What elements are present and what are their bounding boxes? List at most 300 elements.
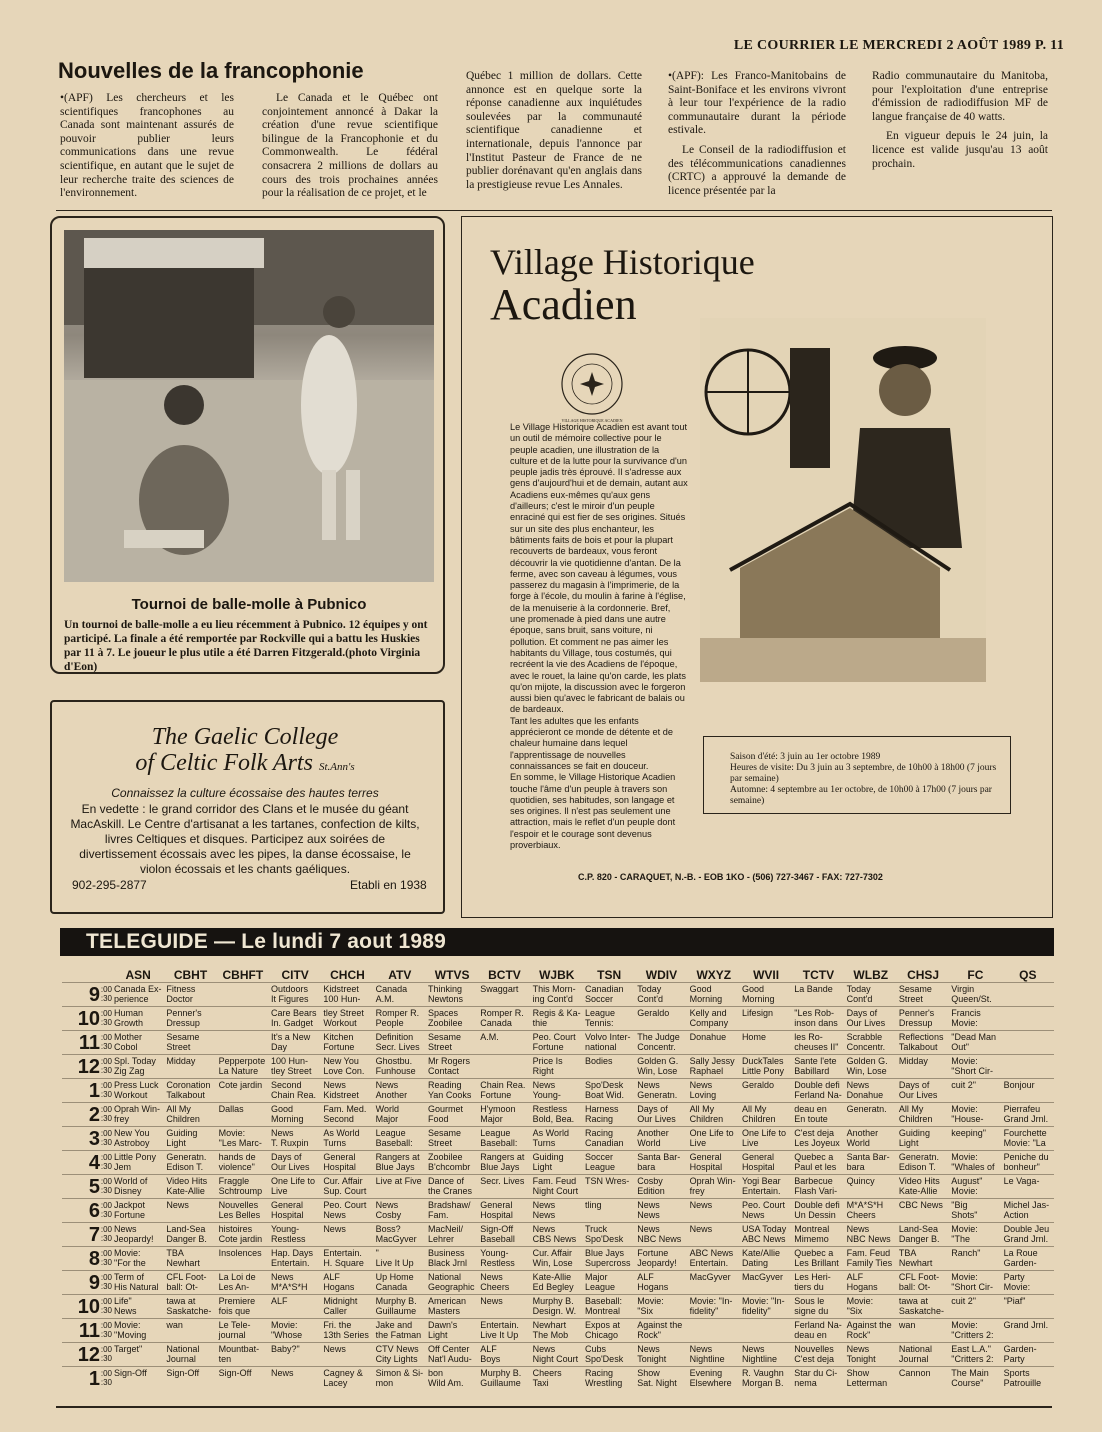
program-cell: Pierrafeu Grand Jrnl. xyxy=(1002,1103,1054,1127)
program-cell: Days of Our Lives xyxy=(635,1103,687,1127)
program-cell: One Life to Live xyxy=(688,1127,740,1151)
program-cell: Double defi Un Dessin xyxy=(792,1199,844,1223)
program-cell: News NBC News xyxy=(635,1223,687,1247)
time-cell xyxy=(62,983,112,1007)
softball-photo xyxy=(64,230,434,582)
program-cell: Golden G. Win, Lose xyxy=(845,1055,897,1079)
program-cell: Show Sat. Night xyxy=(635,1367,687,1391)
program-cell: Cubs Spo'Desk xyxy=(583,1343,635,1367)
softball-headline: Tournoi de balle-molle à Pubnico xyxy=(131,596,367,613)
hour-label: 2 xyxy=(88,1104,100,1126)
program-cell: Sesame Street xyxy=(897,983,949,1007)
village-seal-icon xyxy=(560,352,624,416)
program-cell: Show Letterman xyxy=(845,1367,897,1391)
program-cell: Lifesign xyxy=(740,1007,792,1031)
program-cell: News xyxy=(321,1223,373,1247)
program-cell: Young- Restless xyxy=(478,1247,530,1271)
village-seal-text: VILLAGE HISTORIQUE ACADIEN xyxy=(561,418,623,423)
program-cell: Golden G. Win, Lose xyxy=(635,1055,687,1079)
program-cell: World of Disney xyxy=(112,1175,164,1199)
section-divider xyxy=(56,210,1052,211)
time-cell xyxy=(62,1007,112,1031)
gaelic-college-title xyxy=(60,724,430,780)
program-cell: Pepperpote La Nature xyxy=(217,1055,269,1079)
program-cell: News T. Ruxpin xyxy=(269,1127,321,1151)
village-title-line-2: Acadien xyxy=(490,280,637,329)
program-cell: News xyxy=(269,1367,321,1391)
program-cell: General Hospital xyxy=(740,1151,792,1175)
program-cell: Cosby Edition xyxy=(635,1175,687,1199)
program-cell: Another World xyxy=(635,1127,687,1151)
program-cell: Canadian Soccer xyxy=(583,983,635,1007)
hour-label: 11 xyxy=(78,1320,100,1342)
program-cell: Movie: "In- fidelity" xyxy=(740,1295,792,1319)
program-cell: Video Hits Kate-Allie xyxy=(164,1175,216,1199)
program-cell: R. Vaughn Morgan B. xyxy=(740,1367,792,1391)
program-cell: Ranch" xyxy=(949,1247,1001,1271)
program-cell: News Tonight xyxy=(635,1343,687,1367)
program-cell: Movie: "Whales of xyxy=(949,1151,1001,1175)
hour-label: 12 xyxy=(77,1056,100,1078)
program-cell xyxy=(217,983,269,1007)
minute-marks: :00 :30 xyxy=(100,1225,112,1243)
program-cell: News xyxy=(321,1343,373,1367)
hour-label: 1 xyxy=(88,1080,100,1102)
program-cell: Sesame Street xyxy=(164,1031,216,1055)
program-cell: Virgin Queen/St. xyxy=(949,983,1001,1007)
channel-header: CBHFT xyxy=(222,968,264,982)
program-cell: Reading Yan Cooks xyxy=(426,1079,478,1103)
program-cell: Boss? MacGyver xyxy=(374,1223,426,1247)
program-cell: tawa at Saskatche- xyxy=(164,1295,216,1319)
program-cell: Kelly and Company xyxy=(688,1007,740,1031)
tv-header-row xyxy=(62,970,1054,983)
tv-hour-row xyxy=(62,1103,1054,1127)
time-cell xyxy=(62,1295,112,1319)
program-cell xyxy=(1002,1055,1054,1079)
program-cell: Zoobilee B'chcombr xyxy=(426,1151,478,1175)
program-cell: Sign-Off xyxy=(164,1367,216,1391)
program-cell: Midnight Caller xyxy=(321,1295,373,1319)
hour-label: 11 xyxy=(78,1032,100,1054)
program-cell: Dance of the Cranes xyxy=(426,1175,478,1199)
program-cell: Racing Wrestling xyxy=(583,1367,635,1391)
program-cell: Soccer League xyxy=(583,1151,635,1175)
gaelic-place: St.Ann's xyxy=(318,761,355,773)
program-cell: News Kidstreet xyxy=(321,1079,373,1103)
program-cell: Ferland Na- deau en xyxy=(792,1319,844,1343)
softball-photo-illustration xyxy=(64,230,434,582)
program-cell: News Young- xyxy=(531,1079,583,1103)
program-cell: Sign-Off xyxy=(112,1367,164,1391)
program-cell: DuckTales Little Pony xyxy=(740,1055,792,1079)
program-cell: Kidstreet 100 Hun- xyxy=(321,983,373,1007)
village-address: C.P. 820 - CARAQUET, N.-B. - EOB 1KO - (506) 727-3467 - FAX: 727-7302 xyxy=(578,872,883,882)
program-cell: Sally Jessy Raphael xyxy=(688,1055,740,1079)
hour-label: 10 xyxy=(77,1008,100,1030)
hour-label: 3 xyxy=(88,1128,100,1150)
program-cell: Geraldo xyxy=(635,1007,687,1031)
program-cell: Movie: "Critters 2: xyxy=(949,1319,1001,1343)
program-cell: It's a New Day xyxy=(269,1031,321,1055)
program-cell: tley Street Workout xyxy=(321,1007,373,1031)
program-cell: Reflections Talkabout xyxy=(897,1031,949,1055)
time-cell xyxy=(62,1103,112,1127)
minute-marks: :00 :30 xyxy=(100,1249,112,1267)
program-cell: Grand Jrnl. xyxy=(1002,1319,1054,1343)
hour-label: 6 xyxy=(88,1200,100,1222)
village-seal xyxy=(560,352,624,423)
program-cell: Nouvelles C'est deja xyxy=(792,1343,844,1367)
program-cell: Murphy B. Guillaume xyxy=(374,1295,426,1319)
minute-marks: :00 :30 xyxy=(100,1177,112,1195)
channel-header: WJBK xyxy=(539,968,575,982)
program-cell: Dawn's Light xyxy=(426,1319,478,1343)
program-cell: Dallas xyxy=(217,1103,269,1127)
program-cell: TBA Newhart xyxy=(897,1247,949,1271)
tv-hour-row xyxy=(62,1127,1054,1151)
channel-header: CHSJ xyxy=(907,968,940,982)
softball-caption: Un tournoi de balle-molle a eu lieu récemment à Pubnico. 12 équipes y ont participé. La finale a été remportée par Rockville qui a battu les Huskies par 11 à 7. Le joueur le plus utile a été Darren Fitzgerald.(photo Virginia d'Eon) xyxy=(64,619,428,673)
program-cell: CFL Foot- ball: Ot- xyxy=(164,1271,216,1295)
program-cell: M*A*S*H Cheers xyxy=(845,1199,897,1223)
program-cell: News xyxy=(688,1199,740,1223)
minute-marks: :00 :30 xyxy=(100,1201,112,1219)
program-cell: Donahue xyxy=(688,1031,740,1055)
program-cell: News NBC News xyxy=(845,1223,897,1247)
program-cell: Good Morning xyxy=(269,1103,321,1127)
program-cell: La Roue Garden- xyxy=(1002,1247,1054,1271)
program-cell: Another World xyxy=(845,1127,897,1151)
program-cell: Movie: "Les Marc- xyxy=(217,1127,269,1151)
program-cell: La Bande xyxy=(792,983,844,1007)
program-cell: Garden- Party xyxy=(1002,1343,1054,1367)
program-cell: ABC News Entertain. xyxy=(688,1247,740,1271)
village-title-line-1: Village Historique xyxy=(490,242,755,282)
program-cell: "Dead Man Out" xyxy=(949,1031,1001,1055)
program-cell: wan xyxy=(897,1319,949,1343)
program-cell: Murphy B. Guillaume xyxy=(478,1367,530,1391)
gaelic-body: En vedette : le grand corridor des Clans et le musée du géant MacAskill. Le Centre d'artisanat a les tartanes, confection de kilts, livres Celtiques et disques. Participez aux soirées de divertissement écossais avec les pipes, la danse écossaise, le violon écossais et les chants gaéliques. xyxy=(70,802,420,876)
program-cell: MacGyver xyxy=(740,1271,792,1295)
program-cell: Movie: "Short Cir- xyxy=(949,1271,1001,1295)
tv-hour-row xyxy=(62,1223,1054,1247)
hour-label: 4 xyxy=(88,1152,100,1174)
program-cell: Francis Movie: xyxy=(949,1007,1001,1031)
channel-header: QS xyxy=(1019,968,1037,982)
program-cell: Guiding Light xyxy=(164,1127,216,1151)
program-cell: Days of Our Lives xyxy=(845,1007,897,1031)
program-cell: National Journal xyxy=(164,1343,216,1367)
program-cell: Peo. Court News xyxy=(740,1199,792,1223)
program-cell: Thinking Newtons xyxy=(426,983,478,1007)
program-cell: Bodies xyxy=(583,1055,635,1079)
program-cell: ALF Hogans xyxy=(635,1271,687,1295)
program-cell: Business Black Jrnl xyxy=(426,1247,478,1271)
time-cell xyxy=(62,1343,112,1367)
program-cell xyxy=(1002,983,1054,1007)
program-cell: Days of Our Lives xyxy=(269,1151,321,1175)
minute-marks: :00 :30 xyxy=(100,1081,112,1099)
channel-header: WLBZ xyxy=(853,968,889,982)
tv-hour-row xyxy=(62,1175,1054,1199)
program-cell: CTV News City Lights xyxy=(374,1343,426,1367)
program-cell: Fam. Feud Night Court xyxy=(531,1175,583,1199)
program-cell: Mr Rogers Contact xyxy=(426,1055,478,1079)
program-cell: Romper R. People xyxy=(374,1007,426,1031)
program-cell: USA Today ABC News xyxy=(740,1223,792,1247)
program-cell: World Major xyxy=(374,1103,426,1127)
channel-header: WVII xyxy=(753,968,780,982)
program-cell: Spo'Desk Boat Wid. xyxy=(583,1079,635,1103)
tv-hour-row xyxy=(62,1031,1054,1055)
program-cell: Harness Racing xyxy=(583,1103,635,1127)
program-cell: cuit 2" xyxy=(949,1295,1001,1319)
minute-marks: :00 :30 xyxy=(100,1153,112,1171)
program-cell: League Baseball: xyxy=(478,1127,530,1151)
program-cell: les Ro- cheuses II" xyxy=(792,1031,844,1055)
time-cell xyxy=(62,1199,112,1223)
program-cell: Peo. Court News xyxy=(321,1199,373,1223)
program-cell: Term of His Natural xyxy=(112,1271,164,1295)
program-cell: Oprah Win- frey xyxy=(688,1175,740,1199)
tv-listings-table xyxy=(62,970,1054,1390)
program-cell: News Donahue xyxy=(845,1079,897,1103)
program-cell: All My Children xyxy=(688,1103,740,1127)
program-cell: ALF Hogans xyxy=(845,1271,897,1295)
program-cell: News xyxy=(164,1199,216,1223)
program-cell: National Journal xyxy=(897,1343,949,1367)
program-cell: News Cheers xyxy=(478,1271,530,1295)
program-cell: Human Growth xyxy=(112,1007,164,1031)
program-cell: A.M. xyxy=(478,1031,530,1055)
channel-header: TSN xyxy=(597,968,622,982)
gaelic-phone: 902-295-2877 xyxy=(72,878,147,892)
program-cell: Days of Our Lives xyxy=(897,1079,949,1103)
program-cell: Star du Ci- nema xyxy=(792,1367,844,1391)
program-cell: Today Cont'd xyxy=(845,983,897,1007)
time-cell xyxy=(62,1055,112,1079)
program-cell: News xyxy=(478,1295,530,1319)
section-title-francophonie: Nouvelles de la francophonie xyxy=(58,58,364,83)
program-cell: Scrabble Concentr. xyxy=(845,1031,897,1055)
program-cell: Baby?" xyxy=(269,1343,321,1367)
program-cell: News Nightline xyxy=(740,1343,792,1367)
program-cell: "Les Rob- inson dans xyxy=(792,1007,844,1031)
article-column-4: •(APF): Les Franco-Manitobains de Saint-Boniface et les environs vivront à leur tour l'expérience de la radio communautaire durant la période estivale. Le Conseil de la radiodiffusion et des télécommunications canadiennes (CRTC) a approuvé la demande de licence présentée par la xyxy=(668,70,846,197)
program-cell: Truck Spo'Desk xyxy=(583,1223,635,1247)
program-cell: News Nightline xyxy=(688,1343,740,1367)
program-cell: News Generatn. xyxy=(635,1079,687,1103)
program-cell: Target" xyxy=(112,1343,164,1367)
program-cell: TSN Wres- xyxy=(583,1175,635,1199)
program-cell: Hap. Days Entertain. xyxy=(269,1247,321,1271)
gaelic-title-text: of Celtic Folk Arts xyxy=(135,750,313,776)
program-cell: Good Morning xyxy=(740,983,792,1007)
program-cell: Cheers Taxi xyxy=(531,1367,583,1391)
program-cell: Live at Five xyxy=(374,1175,426,1199)
time-cell xyxy=(62,1151,112,1175)
program-cell: General Hospital xyxy=(269,1199,321,1223)
tv-hour-row xyxy=(62,1055,1054,1079)
program-cell: Double Jeu Grand Jrnl. xyxy=(1002,1223,1054,1247)
village-description xyxy=(510,422,688,851)
program-cell: cuit 2" xyxy=(949,1079,1001,1103)
village-paragraph-2: Tant les adultes que les enfants apprécieront ce monde de détente et de chaleur humaine dans lequel l'apprentissage de nouvelles connaissances se fait en douceur. xyxy=(510,715,673,771)
program-cell: Fam. Feud Family Ties xyxy=(845,1247,897,1271)
program-cell: Definition Secr. Lives xyxy=(374,1031,426,1055)
program-cell: Canada A.M. xyxy=(374,983,426,1007)
program-cell: Off Center Nat'l Audu- xyxy=(426,1343,478,1367)
channel-header: WDIV xyxy=(645,968,678,982)
program-cell: News M*A*S*H xyxy=(269,1271,321,1295)
program-cell: Generatn. Edison T. xyxy=(897,1151,949,1175)
program-cell: Sign-Off Baseball xyxy=(478,1223,530,1247)
time-cell xyxy=(62,1175,112,1199)
program-cell: New You Astroboy xyxy=(112,1127,164,1151)
program-cell: Fri. the 13th Series xyxy=(321,1319,373,1343)
program-cell: New You Love Con. xyxy=(321,1055,373,1079)
program-cell: Quebec a Paul et les xyxy=(792,1151,844,1175)
program-cell: Evening Elsewhere xyxy=(688,1367,740,1391)
tv-hour-row xyxy=(62,1319,1054,1343)
teleguide-banner xyxy=(60,928,1054,956)
article-column-1: •(APF) Les chercheurs et les scientifiques francophones au Canada sont maintenant assurés de pouvoir publier leurs communications dans une revue scientifique, en autant que le sujet de leur recherche traite des sciences de l'environnement. xyxy=(60,92,234,200)
program-cell: Chain Rea. Fortune xyxy=(478,1079,530,1103)
channel-header: WXYZ xyxy=(696,968,732,982)
minute-marks: :00 :30 xyxy=(100,985,112,1003)
program-cell: Fraggle Schtroump xyxy=(217,1175,269,1199)
program-cell: Price Is Right xyxy=(531,1055,583,1079)
village-illustration-drawing xyxy=(700,318,986,682)
program-cell: Cur. Affair Sup. Court xyxy=(321,1175,373,1199)
tv-hour-row xyxy=(62,1343,1054,1367)
program-cell xyxy=(217,1007,269,1031)
program-cell: Video Hits Kate-Allie xyxy=(897,1175,949,1199)
program-cell: Santa Bar- bara xyxy=(845,1151,897,1175)
program-cell: Sous le signe du xyxy=(792,1295,844,1319)
program-cell: 100 Hun- tley Street xyxy=(269,1055,321,1079)
program-cell xyxy=(688,1319,740,1343)
program-cell: The Main Course" xyxy=(949,1367,1001,1391)
program-cell: Sign-Off xyxy=(217,1367,269,1391)
minute-marks: :00 :30 xyxy=(100,1321,112,1339)
program-cell: All My Children xyxy=(164,1103,216,1127)
program-cell: Montreal Mimemo xyxy=(792,1223,844,1247)
program-cell: Fam. Med. Second xyxy=(321,1103,373,1127)
program-cell: Oprah Win- frey xyxy=(112,1103,164,1127)
program-cell: Home xyxy=(740,1031,792,1055)
village-title xyxy=(490,242,755,328)
tv-hour-row xyxy=(62,1199,1054,1223)
program-cell: As World Turns xyxy=(321,1127,373,1151)
tv-hour-row xyxy=(62,983,1054,1007)
program-cell: Major League xyxy=(583,1271,635,1295)
program-cell: One Life to Live xyxy=(269,1175,321,1199)
program-cell: Fortune Jeopardy! xyxy=(635,1247,687,1271)
program-cell: Swaggart xyxy=(478,983,530,1007)
program-cell: Racing Canadian xyxy=(583,1127,635,1151)
village-hours-fall: Automne: 4 septembre au 1er octobre, de 10h00 à 17h00 (7 jours par semaine) xyxy=(730,785,992,806)
village-paragraph-1: Le Village Historique Acadien est avant tout un outil de mémoire collective pour le peuple acadien, une illustration de la culture et de la lutte pour la survivance d'un peuple jadis très éprouvé. Il s'adresse aux gens d'aujourd'hui et de demain, autant aux Acadiens eux-mêmes qu'aux gens d'ailleurs; c'est le miroir d'un peuple enraciné qui est fier de ses origines. Situés sur un site des plus enchanteur, les bâtiments faits de bois et pour la plupart recouverts de bardeaux, vous feront découvrir la vie quotidienne d'antan. De la ferme, avec son caveau à légumes, vous passerez du magasin à l'imprimerie, de la forge à l'école, du moulin à farine à l'église, de la menuiserie à la cordonnerie. Bref, une promenade à pied dans une autre époque, sans bruit, sans voiture, ni pollution. Et comment ne pas aimer les habitants du Village, tous costumés, qui recréent la vie des Acadiens de l'époque, avec le rouet, la laine qu'on carde, les plats qu'on mijote, la discussion avec le forgeron aussi bien qu'avec le fabricant de balais ou de bardeaux. xyxy=(510,422,688,715)
tv-time-header xyxy=(62,970,112,983)
tv-hour-row xyxy=(62,1151,1054,1175)
minute-marks: :00 :30 xyxy=(100,1273,112,1291)
tv-hour-row xyxy=(62,1295,1054,1319)
time-cell xyxy=(62,1319,112,1343)
program-cell: TBA Newhart xyxy=(164,1247,216,1271)
program-cell: Movie: "Six xyxy=(635,1295,687,1319)
program-cell: News News xyxy=(531,1199,583,1223)
program-cell: Sesame Street xyxy=(426,1031,478,1055)
program-cell: The Judge Concentr. xyxy=(635,1031,687,1055)
program-cell: Secr. Lives xyxy=(478,1175,530,1199)
program-cell: La Loi de Les An- xyxy=(217,1271,269,1295)
program-cell: Cote jardin xyxy=(217,1079,269,1103)
program-cell: Movie: "Six xyxy=(845,1295,897,1319)
program-cell: tling xyxy=(583,1199,635,1223)
program-cell: bon Wild Am. xyxy=(426,1367,478,1391)
program-cell: Blue Jays Supercross xyxy=(583,1247,635,1271)
program-cell: Michel Jas- Action xyxy=(1002,1199,1054,1223)
program-cell: ALF Hogans xyxy=(321,1271,373,1295)
program-cell: This Morn- ing Cont'd xyxy=(531,983,583,1007)
program-cell: MacNeil/ Lehrer xyxy=(426,1223,478,1247)
program-cell: Movie: "Whose xyxy=(269,1319,321,1343)
program-cell: One Life to Live xyxy=(740,1127,792,1151)
channel-header: TCTV xyxy=(802,968,835,982)
channel-header: WTVS xyxy=(434,968,470,982)
program-cell xyxy=(478,1055,530,1079)
village-paragraph-3: En somme, le Village Historique Acadien touche l'âme d'un peuple à travers son quotidien, ses habitudes, son langage et ses origines. Il n'est pas seulement une attraction, mais le reflet d'un peuple dont l'espoir et le courage sont devenus proverbiaux. xyxy=(510,772,676,850)
program-cell: Bradshaw/ Fam. xyxy=(426,1199,478,1223)
program-cell: Life" News xyxy=(112,1295,164,1319)
program-cell: Movie: "In- fidelity" xyxy=(688,1295,740,1319)
program-cell: Fourchette Movie: "La xyxy=(1002,1127,1054,1151)
time-cell xyxy=(62,1127,112,1151)
hour-label: 8 xyxy=(88,1248,100,1270)
program-cell: Jake and the Fatman xyxy=(374,1319,426,1343)
program-cell: League Tennis: xyxy=(583,1007,635,1031)
program-cell: Expos at Chicago xyxy=(583,1319,635,1343)
time-cell xyxy=(62,1079,112,1103)
program-cell xyxy=(1002,1031,1054,1055)
program-cell: hands de violence" xyxy=(217,1151,269,1175)
village-season: Saison d'été: 3 juin au 1er octobre 1989 xyxy=(730,752,881,762)
minute-marks: :00 :30 xyxy=(100,1033,112,1051)
channel-header: CITV xyxy=(281,968,309,982)
program-cell: Movie: "Moving xyxy=(112,1319,164,1343)
program-cell: Geraldo xyxy=(740,1079,792,1103)
program-cell: News Night Court xyxy=(531,1343,583,1367)
village-illustration xyxy=(700,318,986,682)
village-hours-summer: Heures de visite: Du 3 juin au 3 septembre, de 10h00 à 18h00 (7 jours par semaine) xyxy=(730,763,997,784)
hour-label: 12 xyxy=(77,1344,100,1366)
program-cell: " Live It Up xyxy=(374,1247,426,1271)
program-cell: Rangers at Blue Jays xyxy=(374,1151,426,1175)
program-cell: Penner's Dressup xyxy=(164,1007,216,1031)
program-cell: Midday xyxy=(164,1055,216,1079)
hour-label: 5 xyxy=(88,1176,100,1198)
program-cell: Peo. Court Fortune xyxy=(531,1031,583,1055)
program-cell: Movie: "House- xyxy=(949,1103,1001,1127)
program-cell: All My Children xyxy=(897,1103,949,1127)
tv-hour-row xyxy=(62,1079,1054,1103)
program-cell: Fitness Doctor xyxy=(164,983,216,1007)
program-cell: CBC News xyxy=(897,1199,949,1223)
program-cell: Kate-Allie Ed Begley xyxy=(531,1271,583,1295)
program-cell: Rangers at Blue Jays xyxy=(478,1151,530,1175)
